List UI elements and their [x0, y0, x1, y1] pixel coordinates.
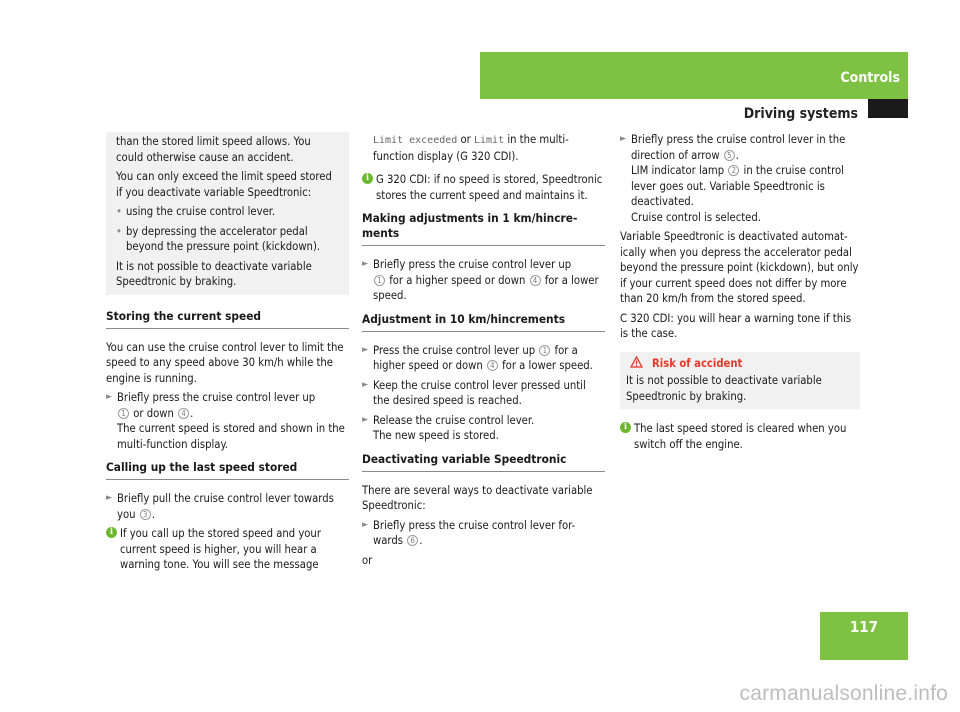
step-item	[620, 132, 860, 225]
heading-1km-adjust: Making adjustments in 1 km/hincre-ments	[362, 211, 605, 246]
callout-number: 4	[178, 408, 189, 419]
step-item	[106, 491, 349, 522]
page-number: 117	[849, 618, 879, 636]
callout-number: 1	[118, 408, 129, 419]
step-text: .	[419, 534, 423, 547]
step-text: Briefly press the cruise control lever in the direction of arrow	[631, 133, 846, 162]
list-item	[116, 224, 339, 255]
arrow-right-icon: ►	[362, 414, 369, 425]
paragraph	[362, 132, 605, 164]
paragraph: It is not possible to deactivate variable Speedtronic by braking.	[116, 259, 312, 288]
step-text: .	[151, 507, 155, 521]
warning-title: Risk of accident	[652, 356, 743, 370]
info-note	[106, 526, 349, 573]
step-item	[362, 378, 605, 409]
heading-deactivating: Deactivating variable Speedtronic	[362, 452, 605, 472]
list-item-text: using the cruise control lever.	[126, 205, 276, 218]
step-item	[106, 390, 349, 452]
note-text: If you call up the stored speed and your current speed is higher, you will hear a warning tone. You will see the message	[120, 527, 321, 571]
watermark-text: carmanualsonline.info	[739, 682, 948, 705]
column-3	[620, 132, 860, 457]
info-note	[620, 421, 860, 452]
page-number-box	[820, 612, 908, 660]
paragraph: There are several ways to deactivate variable Speedtronic:	[362, 483, 593, 512]
step-item	[362, 343, 605, 374]
step-text: Keep the cruise control lever pressed until the desired speed is reached.	[373, 378, 586, 407]
step-text: or down	[133, 406, 174, 420]
info-note	[362, 172, 605, 203]
step-item	[362, 257, 605, 304]
callout-number: 3	[140, 509, 151, 520]
heading-storing-speed: Storing the current speed	[106, 309, 349, 329]
callout-number: 2	[728, 165, 739, 176]
callout-number: 1	[539, 345, 550, 356]
step-text: .	[735, 148, 739, 162]
arrow-right-icon: ►	[620, 134, 627, 144]
paragraph: or	[362, 553, 373, 567]
arrow-right-icon: ►	[362, 259, 369, 269]
caution-continuation-box	[106, 132, 349, 295]
text: in the multi-function display (G 320 CDI).	[373, 133, 569, 163]
step-result: The current speed is stored and shown in the multi-function display.	[117, 422, 345, 451]
info-icon: i	[106, 527, 117, 538]
step-text: for a higher speed or down	[389, 273, 526, 287]
step-result: in the cruise control lever goes out. Variable Speedtronic is deactivated.	[631, 164, 844, 208]
callout-number: 4	[530, 275, 541, 286]
section-title: Controls	[840, 70, 900, 86]
heading-10km-adjust: Adjustment in 10 km/hincrements	[362, 312, 605, 332]
step-text: for a lower speed.	[373, 273, 599, 302]
arrow-right-icon: ►	[362, 379, 369, 390]
display-message: Limit	[474, 135, 505, 146]
paragraph: Variable Speedtronic is deactivated automat-ically when you depress the accelerator pedal beyond the pressure point (kickdown), but only if your current speed does not differ by more than 20 km/h from the stored speed.	[620, 230, 859, 305]
step-text: Briefly press the cruise control lever up	[117, 391, 316, 404]
text: or	[460, 133, 471, 146]
step-result: Cruise control is selected.	[631, 210, 761, 224]
step-text: for a higher speed or down	[373, 343, 578, 372]
step-text: .	[190, 406, 194, 420]
warning-triangle-icon	[630, 356, 643, 368]
arrow-right-icon: ►	[362, 344, 369, 355]
paragraph: You can only exceed the limit speed stored if you deactivate variable Speedtronic:	[116, 170, 332, 199]
callout-number: 6	[407, 535, 418, 546]
arrow-right-icon: ►	[362, 519, 369, 530]
paragraph: You can use the cruise control lever to limit the speed to any speed above 30 km/h while the engine is running.	[106, 340, 344, 385]
column-1	[106, 132, 349, 578]
chapter-title: Driving systems	[743, 106, 858, 122]
note-text: The last speed stored is cleared when you switch off the engine.	[634, 422, 847, 451]
arrow-right-icon: ►	[106, 392, 113, 402]
step-item	[362, 518, 605, 549]
info-icon: i	[620, 422, 631, 433]
step-result: The new speed is stored.	[373, 429, 499, 442]
step-text: Release the cruise control lever.	[373, 413, 535, 427]
step-text: Press the cruise control lever up	[373, 343, 536, 357]
display-message: Limit exceeded	[373, 135, 458, 146]
step-item	[362, 413, 605, 444]
step-text: Briefly press the cruise control lever up	[373, 258, 572, 271]
paragraph: C 320 CDI: you will hear a warning tone if this is the case.	[620, 311, 852, 340]
step-text: Briefly press the cruise control lever for-wards	[373, 518, 576, 547]
step-result: LIM indicator lamp	[631, 164, 725, 177]
callout-number: 5	[724, 150, 735, 161]
warning-box	[620, 352, 860, 410]
callout-number: 1	[374, 275, 385, 286]
step-text: for a lower speed.	[502, 359, 593, 372]
note-text: G 320 CDI: if no speed is stored, Speedtronic stores the current speed and maintains it.	[376, 173, 603, 202]
arrow-right-icon: ►	[106, 493, 113, 503]
callout-number: 4	[487, 360, 498, 371]
step-text: Briefly pull the cruise control lever towards you	[117, 492, 334, 521]
list-item-text: by depressing the accelerator pedal beyond the pressure point (kickdown).	[126, 224, 321, 253]
paragraph: than the stored limit speed allows. You could otherwise cause an accident.	[116, 135, 311, 164]
list-item	[116, 204, 339, 220]
heading-calling-up: Calling up the last speed stored	[106, 460, 349, 480]
chapter-marker	[868, 99, 908, 118]
column-2	[362, 132, 605, 572]
warning-header	[626, 356, 854, 372]
info-icon: i	[362, 173, 373, 184]
warning-text: It is not possible to deactivate variable Speedtronic by braking.	[626, 374, 822, 403]
